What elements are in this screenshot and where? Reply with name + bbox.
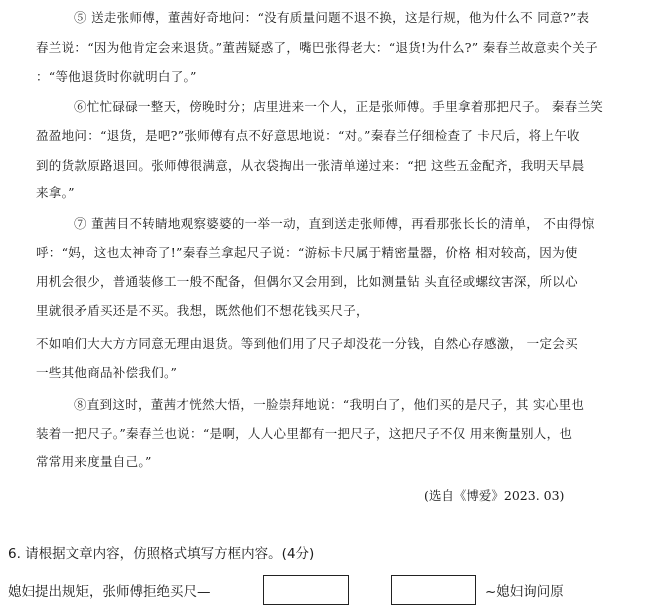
paragraph-7-line-5: 不如咱们大大方方同意无理由退货。等到他们用了尺子却没花一分钱，自然心存感激， 一定会买 xyxy=(36,336,578,351)
paragraph-7-line-1: ⑦ 董茜目不转睛地观察婆婆的一举一动，直到送走张师傅，再看那张长长的清单， 不由得惊 xyxy=(74,216,595,231)
paragraph-6-line-4: 来拿。” xyxy=(36,185,75,200)
paragraph-8-line-1: ⑧直到这时，董茜才恍然大悟，一脸崇拜地说：“我明白了，他们买的是尺子，其 实心里也 xyxy=(74,397,585,412)
question-title: 6. 请根据文章内容，仿照格式填写方框内容。(4分) xyxy=(8,546,315,562)
flow-text-left: 媳妇提出规矩，张师傅拒绝买尺— xyxy=(8,584,211,600)
answer-box-2[interactable] xyxy=(391,575,476,605)
paragraph-6-line-3: 到的货款原路退回。张师傅很满意，从衣袋掏出一张清单递过来：“把 这些五金配齐，我明天早晨 xyxy=(36,158,585,173)
source-citation: (选自《博爱》2023. 03) xyxy=(424,488,565,503)
paragraph-6-line-1: ⑥忙忙碌碌一整天，傍晚时分；店里进来一个人，正是张师傅。手里拿着那把尺子。 秦春兰笑 xyxy=(74,99,604,114)
answer-box-1[interactable] xyxy=(263,575,349,605)
flow-text-right: ~媳妇询问原 xyxy=(485,584,564,600)
paragraph-8-line-3: 常常用来度量自己。” xyxy=(36,454,152,469)
paragraph-6-line-2: 盈盈地问：“退货，是吧?”张师傅有点不好意思地说：“对。”秦春兰仔细检查了 卡尺后，将上午收 xyxy=(36,128,580,143)
paragraph-5-line-1: ⑤ 送走张师傅，董茜好奇地问：“没有质量问题不退不换，这是行规，他为什么不 同意?”表 xyxy=(74,10,590,25)
paragraph-7-line-2: 呼：“妈，这也太神奇了!”秦春兰拿起尺子说：“游标卡尺属于精密量器，价格 相对较高，因为使 xyxy=(36,245,578,260)
paragraph-5-line-2: 春兰说：“因为他肯定会来退货。”董茜疑惑了，嘴巴张得老大：“退货!为什么?” 秦春兰故意卖个关子 xyxy=(36,40,598,55)
paragraph-7-line-3: 用机会很少，普通装修工一般不配备，但偶尔又会用到，比如测量钻 头直径或螺纹害深，所以心 xyxy=(36,274,578,289)
paragraph-7-line-6: 一些其他商品补偿我们。” xyxy=(36,365,178,380)
paragraph-5-line-3: ：“等他退货时你就明白了。” xyxy=(36,69,197,84)
paragraph-7-line-4: 里就很矛盾买还是不买。我想，既然他们不想花钱买尺子， xyxy=(36,303,369,318)
paragraph-8-line-2: 装着一把尺子。”秦春兰也说：“是啊，人人心里都有一把尺子，这把尺子不仅 用来衡量别人，也 xyxy=(36,426,573,441)
